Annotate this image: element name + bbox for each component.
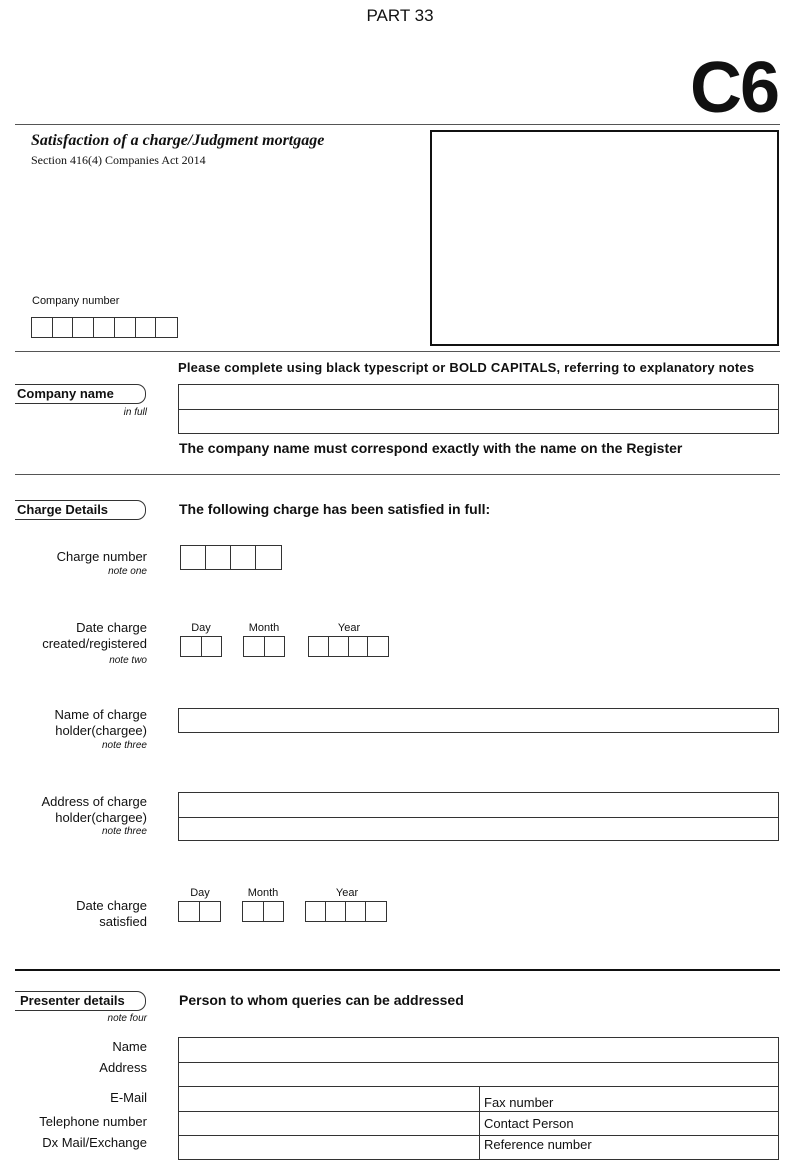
satisfied-label-2: satisfied bbox=[99, 914, 147, 929]
company-name-field[interactable] bbox=[178, 384, 779, 434]
grid-row-line-1 bbox=[179, 1062, 778, 1063]
header-rule bbox=[15, 124, 780, 125]
satisfied-year-label: Year bbox=[335, 887, 359, 899]
company-number-field[interactable] bbox=[31, 317, 178, 338]
divider-3 bbox=[15, 969, 780, 971]
reference-number-label: Reference number bbox=[484, 1137, 592, 1152]
presenter-note: note four bbox=[107, 1013, 147, 1024]
presenter-telephone-label: Telephone number bbox=[39, 1114, 147, 1129]
created-year-label: Year bbox=[337, 622, 361, 634]
holder-name-field[interactable] bbox=[178, 708, 779, 733]
presenter-heading: Person to whom queries can be addressed bbox=[179, 992, 464, 1008]
created-day-field[interactable] bbox=[180, 636, 222, 657]
presenter-details-grid[interactable] bbox=[178, 1037, 779, 1160]
created-month-field[interactable] bbox=[243, 636, 285, 657]
address-note: note three bbox=[101, 826, 147, 837]
satisfied-label-1: Date charge bbox=[76, 898, 147, 913]
created-month-label: Month bbox=[248, 622, 280, 634]
created-label-2: created/registered bbox=[42, 636, 147, 651]
company-name-warning: The company name must correspond exactly with the name on the Register bbox=[179, 440, 683, 456]
presenter-address-label: Address bbox=[99, 1060, 147, 1075]
holder-label-2: holder(chargee) bbox=[55, 723, 147, 738]
presenter-name-label: Name bbox=[112, 1039, 147, 1054]
company-number-label: Company number bbox=[32, 295, 120, 307]
divider-1 bbox=[15, 351, 780, 352]
charge-details-tab: Charge Details bbox=[15, 500, 146, 520]
grid-column-divider bbox=[479, 1086, 480, 1159]
office-stamp-box bbox=[430, 130, 779, 346]
company-name-note: in full bbox=[123, 407, 147, 418]
presenter-tab: Presenter details bbox=[15, 991, 146, 1011]
contact-person-label: Contact Person bbox=[484, 1116, 574, 1131]
company-name-tab: Company name bbox=[15, 384, 146, 404]
satisfied-year-field[interactable] bbox=[305, 901, 387, 922]
charge-heading: The following charge has been satisfied in full: bbox=[179, 501, 491, 517]
created-label-1: Date charge bbox=[76, 620, 147, 635]
presenter-dx-label: Dx Mail/Exchange bbox=[42, 1135, 147, 1150]
satisfied-month-label: Month bbox=[247, 887, 279, 899]
address-label-2: holder(chargee) bbox=[55, 810, 147, 825]
charge-number-label: Charge number bbox=[56, 549, 147, 564]
form-code: C6 bbox=[689, 48, 778, 128]
holder-note: note three bbox=[101, 740, 147, 751]
created-day-label: Day bbox=[191, 622, 211, 634]
created-note: note two bbox=[109, 655, 147, 666]
charge-number-note: note one bbox=[108, 566, 147, 577]
created-year-field[interactable] bbox=[308, 636, 389, 657]
form-title: Satisfaction of a charge/Judgment mortgage bbox=[31, 132, 325, 149]
divider-2 bbox=[15, 474, 780, 475]
satisfied-day-label: Day bbox=[190, 887, 210, 899]
part-heading: PART 33 bbox=[366, 6, 434, 25]
holder-label-1: Name of charge bbox=[54, 707, 147, 722]
presenter-email-label: E-Mail bbox=[110, 1090, 147, 1105]
form-subtitle: Section 416(4) Companies Act 2014 bbox=[31, 153, 206, 167]
instructions: Please complete using black typescript or BOLD CAPITALS, referring to explanatory notes bbox=[178, 360, 755, 375]
address-label-1: Address of charge bbox=[41, 794, 147, 809]
fax-number-label: Fax number bbox=[484, 1095, 554, 1110]
satisfied-month-field[interactable] bbox=[242, 901, 284, 922]
satisfied-day-field[interactable] bbox=[178, 901, 221, 922]
charge-number-field[interactable] bbox=[180, 545, 282, 570]
holder-address-field[interactable] bbox=[178, 792, 779, 841]
